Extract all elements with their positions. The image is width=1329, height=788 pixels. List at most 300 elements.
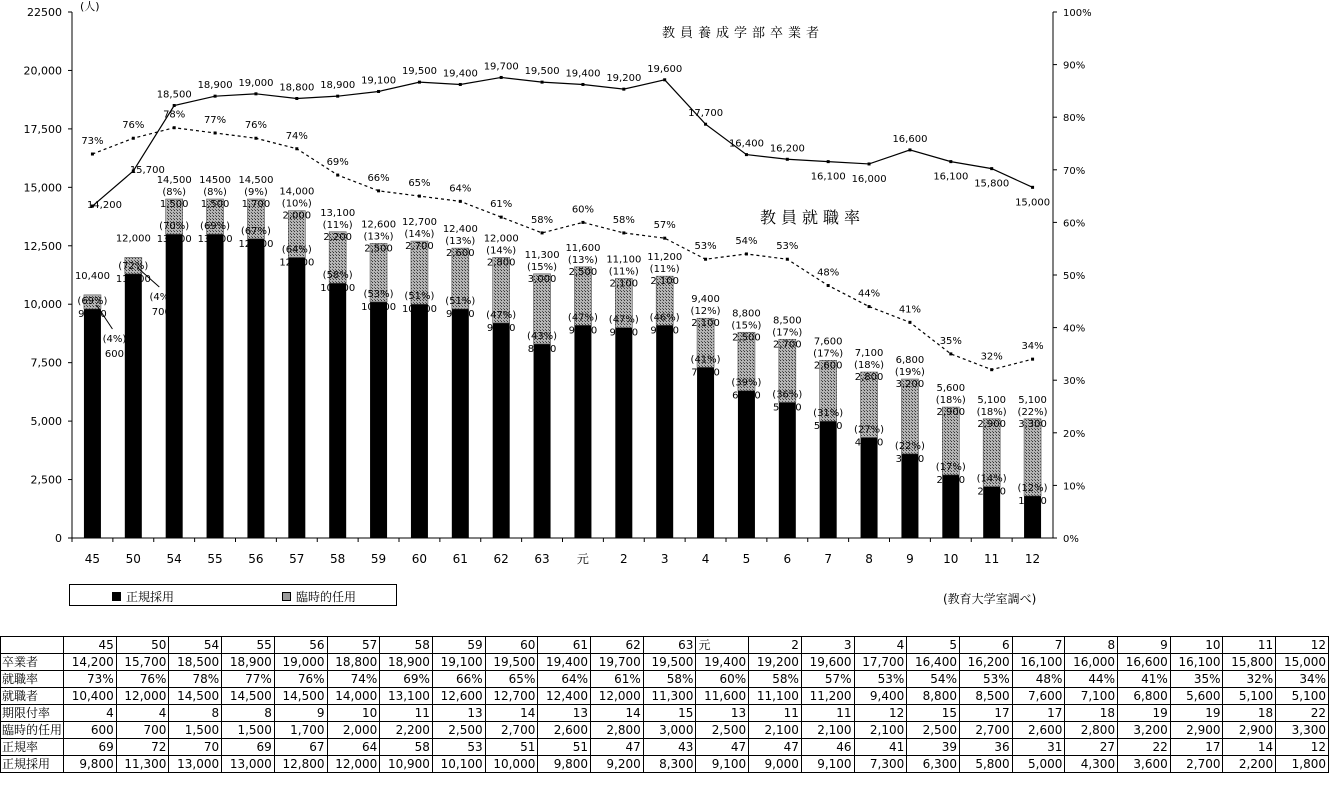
label-temporary-pct: (13%) [567, 254, 598, 266]
label-regular-pct: (12%) [1017, 482, 1048, 494]
table-cell: 19 [1118, 705, 1171, 722]
label-regular-pct: (67%) [240, 225, 271, 237]
table-cell: 2,000 [327, 722, 380, 739]
table-row-header: 卒業者 [1, 654, 64, 671]
table-cell: 43 [643, 739, 696, 756]
label-regular: 12,800 [238, 238, 274, 250]
legend-item-regular [112, 588, 174, 605]
label-regular: 11,300 [115, 273, 151, 285]
label-regular-pct: (17%) [935, 461, 966, 473]
x-tick-label: 55 [207, 552, 223, 566]
table-cell: 69 [222, 739, 275, 756]
label-employment-rate: 41% [898, 304, 922, 316]
label-employed-total: 14,000 [279, 186, 315, 198]
table-cell: 14,000 [327, 688, 380, 705]
table-cell: 61% [591, 671, 644, 688]
x-tick-label: 45 [84, 552, 101, 566]
x-tick-label: 5 [742, 552, 751, 566]
table-cell: 8,500 [959, 688, 1012, 705]
label-graduates: 16,100 [933, 171, 969, 183]
table-cell: 5,100 [1276, 688, 1329, 705]
table-row [1, 705, 1329, 722]
label-temporary: 2,000 [282, 210, 312, 222]
table-cell: 2,900 [1223, 722, 1276, 739]
table-cell: 6,800 [1118, 688, 1171, 705]
label-regular: 6,300 [732, 390, 761, 402]
label-temporary-pct: (15%) [527, 261, 558, 273]
label-temporary: 3,300 [1018, 418, 1047, 430]
label-temporary-pct: (12%) [690, 306, 721, 318]
table-cell: 3,300 [1276, 722, 1329, 739]
table-cell: 67 [274, 739, 327, 756]
label-employment-rate: 58% [612, 214, 635, 226]
table-cell: 9,000 [749, 756, 802, 773]
label-temporary: 1,700 [241, 199, 271, 211]
label-regular: 9,100 [650, 325, 680, 337]
table-cell: 9,800 [64, 756, 117, 773]
point-graduates [786, 158, 789, 161]
label-regular: 12,000 [279, 257, 315, 269]
table-cell: 9,400 [854, 688, 907, 705]
point-graduates [214, 95, 217, 98]
bar-regular [656, 325, 673, 538]
table-cell: 9,800 [538, 756, 591, 773]
label-employed-total: 11,200 [647, 252, 683, 264]
table-header-cell: 60 [485, 637, 538, 654]
label-employed-total: 8,500 [772, 315, 802, 327]
label-employment-rate: 32% [980, 351, 1003, 363]
point-employment-rate [377, 189, 380, 192]
table-header-cell: 63 [643, 637, 696, 654]
table-cell: 35% [1170, 671, 1223, 688]
bar-regular [901, 454, 918, 538]
label-employment-rate: 76% [122, 120, 145, 132]
table-cell: 11,100 [749, 688, 802, 705]
legend-label-regular: 正規採用 [126, 590, 175, 604]
label-graduates: 19,500 [401, 66, 437, 78]
label-regular: 8,300 [527, 343, 557, 355]
label-employment-rate: 53% [694, 241, 717, 253]
label-graduates: 19,100 [361, 75, 397, 87]
table-cell: 69 [64, 739, 117, 756]
table-cell: 2,200 [380, 722, 433, 739]
table-cell: 13 [432, 705, 485, 722]
label-employed-total: 8,800 [732, 308, 761, 320]
bar-regular [697, 367, 714, 538]
point-graduates [173, 104, 176, 107]
label-graduates: 16,400 [728, 138, 764, 150]
table-header-cell: 元 [696, 637, 749, 654]
table-cell: 10,400 [64, 688, 117, 705]
label-regular-pct: (46%) [649, 312, 680, 324]
table-cell: 19,500 [485, 654, 538, 671]
bar-regular [452, 309, 469, 538]
table-cell: 53 [432, 739, 485, 756]
table-cell: 17 [959, 705, 1012, 722]
label-regular: 7,300 [691, 367, 720, 379]
point-employment-rate [786, 258, 789, 261]
table-cell: 27 [1065, 739, 1118, 756]
table-cell: 9 [274, 705, 327, 722]
point-employment-rate [459, 200, 462, 203]
table-cell: 600 [64, 722, 117, 739]
label-regular: 4,300 [854, 437, 884, 449]
label-graduates: 18,900 [320, 80, 356, 92]
table-cell: 7,100 [1065, 688, 1118, 705]
table-header-cell: 5 [907, 637, 960, 654]
label-temporary: 2,700 [405, 241, 434, 253]
x-tick-label: 元 [576, 552, 589, 566]
table-cell: 17 [1170, 739, 1223, 756]
label-graduates: 19,200 [606, 73, 642, 85]
x-tick-label: 57 [289, 552, 305, 566]
label-graduates: 15,800 [974, 178, 1010, 190]
x-tick-label: 62 [493, 552, 509, 566]
label-temporary-pct: (22%) [1017, 406, 1048, 418]
label-regular-pct: (51%) [404, 291, 435, 303]
x-tick-label: 11 [984, 552, 1000, 566]
table-header-cell: 58 [380, 637, 433, 654]
x-tick-label: 10 [943, 552, 959, 566]
y-tick-label: 7,500 [30, 356, 62, 370]
table-cell: 17 [1012, 705, 1065, 722]
point-graduates [418, 81, 421, 84]
label-regular-pct: (64%) [281, 244, 312, 256]
table-cell: 2,700 [1170, 756, 1223, 773]
label-regular-pct: (43%) [527, 330, 558, 342]
label-employment-rate: 76% [244, 120, 268, 132]
label-temporary: 2,800 [854, 372, 884, 384]
label-regular-pct: (47%) [567, 312, 598, 324]
table-cell: 3,600 [1118, 756, 1171, 773]
x-tick-label: 59 [370, 552, 387, 566]
table-cell: 19,000 [274, 654, 327, 671]
label-temporary: 1,500 [200, 199, 230, 211]
table-cell: 58 [380, 739, 433, 756]
table-cell: 10 [327, 705, 380, 722]
label-employed-total: 12,600 [361, 219, 397, 231]
label-graduates: 15,700 [129, 164, 165, 176]
label-employment-rate: 66% [367, 172, 390, 184]
y-tick-label: 2,500 [30, 473, 62, 487]
chart-title: 教員養成学部卒業者 [662, 26, 825, 41]
table-cell: 11 [380, 705, 433, 722]
label-temporary: 2,500 [364, 243, 393, 255]
label-graduates: 16,000 [851, 173, 887, 185]
table-cell: 76% [274, 671, 327, 688]
table-cell: 64 [327, 739, 380, 756]
point-employment-rate [500, 216, 503, 219]
y2-tick-label: 20% [1063, 428, 1086, 440]
table-cell: 10,000 [485, 756, 538, 773]
table-header-cell: 54 [169, 637, 222, 654]
table-cell: 2,800 [1065, 722, 1118, 739]
label-regular-pct: (22%) [894, 440, 925, 452]
table-cell: 16,600 [1118, 654, 1171, 671]
table-cell: 2,700 [959, 722, 1012, 739]
table-header-cell: 4 [854, 637, 907, 654]
label-regular-pct: (72%) [118, 260, 149, 272]
label-temporary: 2,100 [650, 276, 680, 288]
table-cell: 60% [696, 671, 749, 688]
y-tick-label: 20,000 [23, 64, 62, 78]
label-regular: 10,900 [320, 283, 356, 295]
table-cell: 12 [1276, 739, 1329, 756]
table-header-cell: 7 [1012, 637, 1065, 654]
bar-regular [329, 283, 346, 538]
table-cell: 19 [1170, 705, 1223, 722]
table-corner-cell [1, 637, 64, 654]
table-cell: 17,700 [854, 654, 907, 671]
table-cell: 16,200 [959, 654, 1012, 671]
table-row [1, 654, 1329, 671]
table-cell: 2,600 [1012, 722, 1065, 739]
label-employed-total: 6,800 [895, 355, 925, 367]
label-regular-pct: (47%) [608, 314, 639, 326]
table-cell: 18 [1065, 705, 1118, 722]
table-cell: 69% [380, 671, 433, 688]
table-cell: 8 [222, 705, 275, 722]
table-cell: 74% [327, 671, 380, 688]
label-employment-rate: 64% [449, 183, 472, 195]
table-header-cell: 9 [1118, 637, 1171, 654]
label-temporary-pct: (18%) [976, 406, 1007, 418]
point-graduates [500, 76, 503, 79]
label-regular: 9,000 [609, 327, 639, 339]
bar-regular [247, 239, 264, 538]
table-cell: 11,300 [116, 756, 169, 773]
label-temporary-pct: (13%) [363, 231, 394, 243]
y2-tick-label: 50% [1063, 271, 1086, 282]
table-cell: 6,300 [907, 756, 960, 773]
table-cell: 22 [1276, 705, 1329, 722]
point-graduates [581, 83, 584, 86]
label-temporary: 2,100 [691, 318, 720, 330]
table-header-cell: 61 [538, 637, 591, 654]
table-header-cell: 12 [1276, 637, 1329, 654]
bar-regular [125, 274, 142, 538]
table-cell: 19,200 [749, 654, 802, 671]
table-cell: 15,800 [1223, 654, 1276, 671]
table-header-cell: 59 [432, 637, 485, 654]
x-tick-label: 60 [411, 552, 428, 566]
table-row [1, 671, 1329, 688]
label-employed-total: 12,000 [115, 233, 151, 245]
label-temporary-pct: (11%) [322, 219, 353, 231]
table-cell: 12,800 [274, 756, 327, 773]
table-cell: 41% [1118, 671, 1171, 688]
table-cell: 44% [1065, 671, 1118, 688]
y2-tick-label: 70% [1063, 165, 1086, 177]
label-employment-rate: 77% [203, 114, 227, 126]
table-cell: 46 [801, 739, 854, 756]
label-temporary-pct: (4%) [102, 334, 127, 345]
point-employment-rate [336, 174, 339, 177]
table-cell: 47 [591, 739, 644, 756]
table-cell: 7,300 [854, 756, 907, 773]
label-regular: 3,600 [895, 453, 925, 465]
table-cell: 15,000 [1276, 654, 1329, 671]
label-employment-rate: 57% [653, 220, 676, 232]
table-cell: 32% [1223, 671, 1276, 688]
label-regular: 2,700 [936, 474, 966, 486]
table-cell: 16,100 [1170, 654, 1223, 671]
point-employment-rate [418, 195, 421, 198]
label-regular-pct: (36%) [772, 389, 803, 401]
label-employed-total: 12,400 [442, 224, 478, 236]
point-graduates [908, 148, 911, 151]
bar-regular [738, 391, 755, 538]
label-employment-rate: 65% [408, 178, 431, 190]
table-cell: 18,800 [327, 654, 380, 671]
table-row-header: 期限付率 [1, 705, 64, 722]
point-employment-rate [1031, 358, 1034, 361]
table-cell: 11,200 [801, 688, 854, 705]
y2-tick-label: 10% [1063, 481, 1086, 493]
label-temporary: 2,100 [609, 278, 639, 290]
label-temporary-pct: (14%) [404, 229, 435, 241]
table-cell: 5,800 [959, 756, 1012, 773]
label-graduates: 19,500 [524, 66, 560, 78]
point-employment-rate [663, 237, 666, 240]
label-regular: 9,100 [568, 325, 598, 337]
table-cell: 15 [907, 705, 960, 722]
point-employment-rate [173, 126, 176, 129]
table-cell: 12,400 [538, 688, 591, 705]
label-regular-pct: (31%) [813, 408, 844, 420]
label-employment-rate: 73% [81, 136, 104, 148]
table-header-cell: 8 [1065, 637, 1118, 654]
data-table [0, 636, 1329, 773]
table-cell: 78% [169, 671, 222, 688]
bar-regular [820, 421, 837, 538]
point-employment-rate [745, 252, 748, 255]
table-cell: 14 [485, 705, 538, 722]
bar-regular [861, 437, 878, 538]
label-temporary: 600 [104, 349, 124, 360]
label-employment-rate: 60% [571, 204, 595, 216]
label-employment-rate: 48% [817, 267, 840, 279]
label-temporary-pct: (18%) [854, 360, 885, 372]
line-employment-rate [92, 128, 1032, 370]
x-tick-label: 56 [248, 552, 264, 566]
point-employment-rate [908, 321, 911, 324]
y-tick-label: 17,500 [23, 122, 62, 136]
table-cell: 2,100 [854, 722, 907, 739]
label-employment-rate: 69% [326, 157, 349, 169]
label-regular-pct: (27%) [854, 424, 885, 436]
point-employment-rate [581, 221, 584, 224]
table-cell: 47 [696, 739, 749, 756]
table-row [1, 739, 1329, 756]
label-regular-pct: (41%) [690, 354, 721, 366]
x-tick-label: 6 [783, 552, 792, 566]
point-employment-rate [622, 231, 625, 234]
point-employment-rate [704, 258, 707, 261]
y-tick-label: 10,000 [23, 298, 62, 312]
legend [69, 584, 397, 606]
point-employment-rate [254, 137, 257, 140]
bar-regular [288, 257, 305, 538]
x-tick-label: 9 [906, 552, 914, 566]
label-employed-total: 14,500 [238, 175, 274, 187]
label-employment-rate: 35% [939, 335, 962, 347]
point-graduates [827, 160, 830, 163]
x-tick-label: 7 [824, 552, 833, 566]
label-temporary: 2,900 [936, 407, 966, 419]
table-cell: 47 [749, 739, 802, 756]
table-cell: 18,900 [380, 654, 433, 671]
table-cell: 16,400 [907, 654, 960, 671]
label-temporary: 3,200 [895, 379, 925, 391]
bar-regular [207, 234, 224, 538]
label-graduates: 17,700 [688, 108, 724, 120]
table-cell: 53% [854, 671, 907, 688]
label-graduates: 19,000 [238, 77, 274, 89]
bar-regular [615, 328, 632, 538]
bar-regular [84, 309, 101, 538]
label-employed-total: 5,600 [936, 383, 966, 395]
y2-tick-label: 40% [1063, 323, 1086, 335]
point-graduates [377, 90, 380, 93]
y-tick-label: 5,000 [30, 415, 62, 429]
label-employed-total: 7,600 [813, 336, 843, 348]
table-header-cell: 6 [959, 637, 1012, 654]
label-temporary-pct: (14%) [486, 245, 517, 257]
point-graduates [336, 95, 339, 98]
label-temporary: 2,200 [323, 231, 353, 243]
label-employed-total: 10,400 [74, 270, 110, 282]
table-row-header: 正規率 [1, 739, 64, 756]
table-cell: 12 [854, 705, 907, 722]
table-cell: 3,000 [643, 722, 696, 739]
label-graduates: 16,200 [769, 143, 805, 155]
table-cell: 14,500 [222, 688, 275, 705]
table-cell: 9,100 [801, 756, 854, 773]
label-regular-pct: (51%) [445, 295, 476, 307]
table-cell: 19,600 [801, 654, 854, 671]
point-graduates [459, 83, 462, 86]
point-graduates [663, 78, 666, 81]
point-employment-rate [949, 352, 952, 355]
x-tick-label: 58 [330, 552, 346, 566]
table-cell: 22 [1118, 739, 1171, 756]
unit-label: (人) [80, 0, 100, 13]
point-graduates [990, 167, 993, 170]
label-temporary-pct: (18%) [935, 395, 966, 407]
table-cell: 64% [538, 671, 591, 688]
label-employment-rate: 54% [735, 235, 758, 247]
label-employment-rate: 58% [530, 214, 554, 226]
x-tick-label: 12 [1024, 552, 1041, 566]
table-cell: 8 [169, 705, 222, 722]
source-note: (教育大学室調べ) [943, 592, 1037, 606]
table-cell: 13 [696, 705, 749, 722]
table-cell: 15 [643, 705, 696, 722]
label-regular-pct: (39%) [731, 377, 762, 389]
legend-swatch-regular [112, 592, 121, 601]
table-cell: 58% [643, 671, 696, 688]
table-header-cell: 11 [1223, 637, 1276, 654]
label-regular: 5,800 [772, 402, 802, 414]
label-graduates: 15,000 [1015, 197, 1051, 209]
label-employment-rate: 61% [490, 199, 513, 211]
table-cell: 10,100 [432, 756, 485, 773]
label-regular: 13,000 [156, 234, 192, 246]
label-temporary-pct: (11%) [608, 266, 639, 278]
label-graduates: 16,600 [892, 133, 928, 145]
table-cell: 9,200 [591, 756, 644, 773]
